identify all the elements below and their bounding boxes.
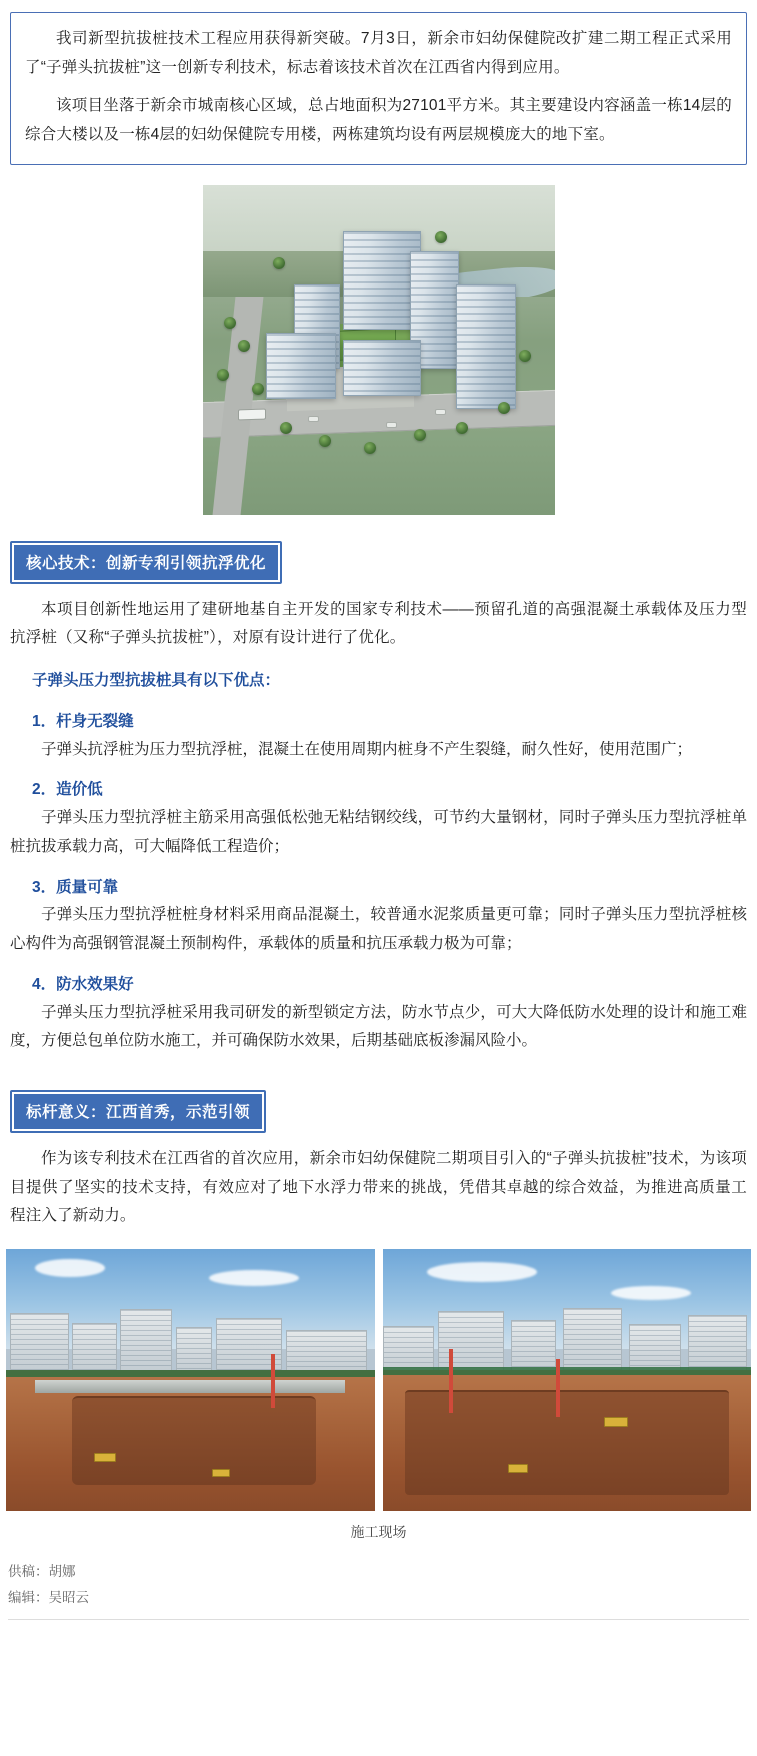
background-building <box>176 1327 213 1373</box>
excavation-pit <box>72 1396 315 1485</box>
section-1-heading-frame <box>10 541 282 584</box>
intro-box <box>10 12 747 165</box>
hero-tree <box>519 350 531 362</box>
point-1-title: 1．杆身无裂缝 <box>32 712 134 730</box>
hero-bus <box>238 409 266 421</box>
hero-tree <box>414 429 426 441</box>
hero-car <box>386 422 397 428</box>
background-building <box>10 1313 69 1373</box>
pit-retaining-wall <box>35 1380 345 1393</box>
section-1-heading-row <box>0 541 757 584</box>
hero-building-front <box>343 340 420 396</box>
point-2-body: 子弹头压力型抗浮桩主筋采用高强低松弛无粘结钢绞线，可节约大量钢材，同时子弹头压力型抗浮桩单桩抗拔承载力高，可大幅降低工程造价； <box>10 809 747 855</box>
hero-tree <box>252 383 264 395</box>
hero-car <box>435 409 446 415</box>
section-1-paragraph: 本项目创新性地运用了建研地基自主开发的国家专利技术——预留孔道的高强混凝土承载体及压力型抗浮桩（又称“子弹头抗拔桩”），对原有设计进行了优化。 <box>10 600 747 647</box>
point-4-title: 4．防水效果好 <box>32 975 134 993</box>
site-photo-row <box>0 1249 757 1511</box>
crane-mast <box>449 1349 453 1413</box>
background-building <box>438 1311 504 1374</box>
site-machine <box>212 1469 230 1477</box>
hero-tree <box>224 317 236 329</box>
hero-image-wrapper <box>0 185 757 515</box>
hero-building-right <box>456 284 516 409</box>
site-photo-left <box>6 1249 375 1511</box>
section-1-heading-label: 核心技术：创新专利引领抗浮优化 <box>14 545 278 580</box>
photo-city-skyline <box>383 1307 752 1375</box>
site-machine <box>604 1417 628 1427</box>
section-2-paragraph: 作为该专利技术在江西省的首次应用，新余市妇幼保健院二期项目引入的“子弹头抗拔桩”技术，为该项目提供了坚实的技术支持，有效应对了地下水浮力带来的挑战，凭借其卓越的综合效益，为推进高质量工程注入了新动力。 <box>10 1149 747 1225</box>
footer-editor: 编辑：吴昭云 <box>8 1590 89 1606</box>
footer-credits <box>0 1559 757 1635</box>
footer-divider <box>8 1619 749 1620</box>
section-2-heading-label: 标杆意义：江西首秀，示范引领 <box>14 1094 262 1129</box>
hero-building-lowleft <box>266 333 336 399</box>
photo-city-skyline <box>6 1307 375 1375</box>
hero-tree <box>238 340 250 352</box>
crane-mast <box>271 1354 275 1408</box>
site-fence <box>383 1367 752 1375</box>
background-building <box>286 1330 367 1374</box>
intro-paragraph-1: 我司新型抗拔桩技术工程应用获得新突破。7月3日，新余市妇幼保健院改扩建二期工程正式采用了“子弹头抗拔桩”这一创新专利技术，标志着该技术首次在江西省内得到应用。 <box>25 30 732 76</box>
site-machine <box>508 1464 528 1473</box>
point-3-title: 3．质量可靠 <box>32 878 119 896</box>
background-building <box>120 1309 172 1373</box>
site-machine <box>94 1453 116 1462</box>
point-1-body: 子弹头抗浮桩为压力型抗浮桩，混凝土在使用周期内桩身不产生裂缝，耐久性好，使用范围广； <box>41 740 693 758</box>
site-fence <box>6 1370 375 1378</box>
hero-tree <box>435 231 447 243</box>
background-building <box>511 1320 555 1373</box>
background-building <box>72 1323 116 1373</box>
site-photo-right <box>383 1249 752 1511</box>
section-1-body <box>10 596 747 653</box>
background-building <box>563 1308 622 1373</box>
hero-image-rendering <box>203 185 555 515</box>
point-2-title: 2．造价低 <box>32 781 103 799</box>
excavation-pit <box>405 1390 729 1495</box>
point-3-body: 子弹头压力型抗浮桩桩身材料采用商品混凝土，较普通水泥浆质量更可靠；同时子弹头压力型抗浮桩核心构件为高强钢管混凝土预制构件，承载体的质量和抗压承载力极为可靠； <box>10 906 747 953</box>
cloud <box>611 1286 691 1300</box>
section-2-heading-frame <box>10 1090 266 1133</box>
background-building <box>688 1315 747 1374</box>
cloud <box>427 1262 537 1282</box>
photo-caption: 施工现场 <box>350 1523 407 1540</box>
cloud <box>209 1270 299 1286</box>
section-2-body <box>10 1145 747 1231</box>
pile-driver-mast <box>556 1359 560 1417</box>
section-1-lead: 子弹头压力型抗拔桩具有以下优点： <box>32 672 281 690</box>
point-4-body: 子弹头压力型抗浮桩采用我司研发的新型锁定方法，防水节点少，可大大降低防水处理的设计和施工难度，方便总包单位防水施工，并可确保防水效果，后期基础底板渗漏风险小。 <box>10 1003 747 1050</box>
hero-car <box>308 416 319 422</box>
hero-building-main <box>343 231 420 330</box>
intro-paragraph-2: 该项目坐落于新余市城南核心区域，总占地面积为27101平方米。其主要建设内容涵盖一栋14层的综合大楼以及一栋4层的妇幼保健院专用楼，两栋建筑均设有两层规模庞大的地下室。 <box>25 97 732 144</box>
section-2-heading-row <box>0 1090 757 1133</box>
footer-contributor: 供稿：胡娜 <box>8 1564 76 1580</box>
